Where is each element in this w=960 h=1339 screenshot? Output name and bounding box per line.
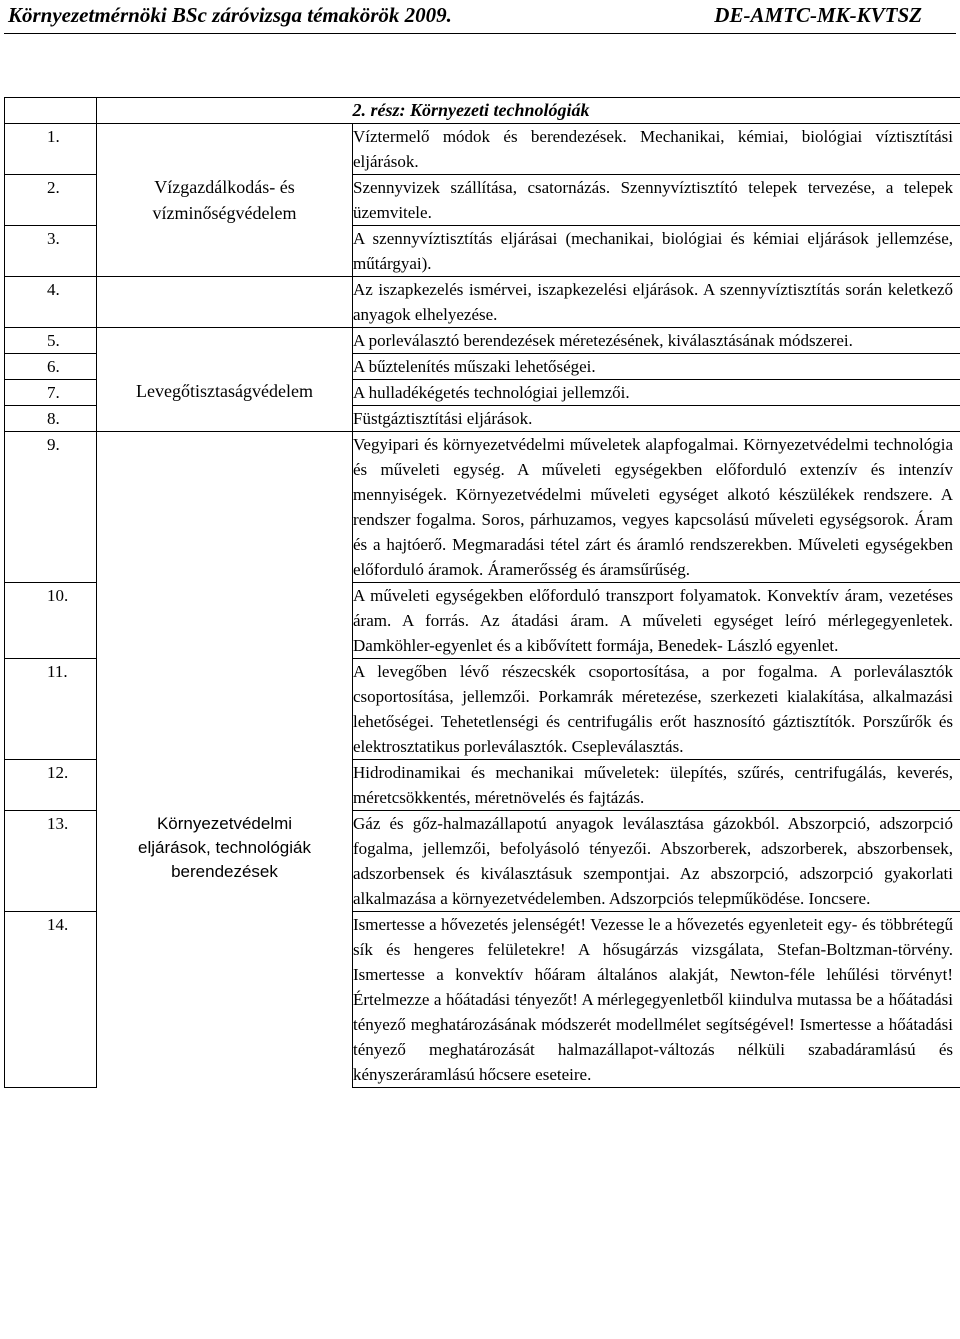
topic-text: Hidrodinamikai és mechanikai műveletek: ülepítés, szűrés, centrifugálás, keverés, méretcsökkentés, méretnövelés és fajtázás. bbox=[353, 760, 960, 811]
topic-number: 14. bbox=[5, 912, 97, 1088]
category-water-cont bbox=[97, 277, 353, 328]
page-header bbox=[0, 0, 960, 34]
category-water bbox=[97, 124, 353, 277]
topic-text: A porleválasztó berendezések méretezésének, kiválasztásának módszerei. bbox=[353, 328, 960, 354]
topic-number: 1. bbox=[5, 124, 97, 175]
category-air bbox=[97, 328, 353, 432]
topic-number: 2. bbox=[5, 175, 97, 226]
topic-number: 8. bbox=[5, 406, 97, 432]
category-env-line-1: Környezetvédelmi bbox=[156, 814, 293, 833]
topic-text: A szennyvíztisztítás eljárásai (mechanikai, biológiai és kémiai eljárások jellemzése, műtárgyai). bbox=[353, 226, 960, 277]
topic-number: 3. bbox=[5, 226, 97, 277]
topic-number: 5. bbox=[5, 328, 97, 354]
category-env bbox=[97, 432, 353, 1088]
topic-text: Víztermelő módok és berendezések. Mechanikai, kémiai, biológiai víztisztítási eljárások. bbox=[353, 124, 960, 175]
topic-text: A hulladékégetés technológiai jellemzői. bbox=[353, 380, 960, 406]
topic-text: A bűztelenítés műszaki lehetőségei. bbox=[353, 354, 960, 380]
table-row bbox=[5, 328, 960, 354]
topic-number: 9. bbox=[5, 432, 97, 583]
table-row-part-title bbox=[5, 98, 960, 124]
topic-text: A levegőben lévő részecskék csoportosítása, a por fogalma. A porleválasztók csoportosítása, jellemzői. Porkamrák méretezése, szerkezeti kialakítása, alkalmazási lehetőségei. Tehetetlenségi és centrifugális erőt hasznosító gáztisztítók. Porszűrők és elektrosztatikus porleválasztók. Csepleválasztás. bbox=[353, 659, 960, 760]
topics-table bbox=[4, 97, 960, 1088]
topic-number: 13. bbox=[5, 811, 97, 912]
topic-text: Szennyvizek szállítása, csatornázás. Szennyvíztisztító telepek tervezése, a telepek üzemvitele. bbox=[353, 175, 960, 226]
category-water-line-2: vízminőségvédelem bbox=[152, 203, 297, 223]
topic-number: 4. bbox=[5, 277, 97, 328]
topic-number: 11. bbox=[5, 659, 97, 760]
header-title: Környezetmérnöki BSc záróvizsga témakörök 2009. bbox=[8, 3, 452, 27]
topic-text: Az iszapkezelés ismérvei, iszapkezelési eljárások. A szennyvíztisztítás során keletkező anyagok elhelyezése. bbox=[353, 277, 960, 328]
topic-text: Gáz és gőz-halmazállapotú anyagok leválasztása gázokból. Abszorpció, adszorpció fogalma, jellemzői, befolyásoló tényezői. Abszorberek, adszorberek, abszorbensek, adszorbensek és kiválasztásuk szempontjai. Az abszorpció, adszorpció gyakorlati alkalmazása a környezetvédelemben. Adszorpciós telepműködése. Ioncsere. bbox=[353, 811, 960, 912]
topic-text: Vegyipari és környezetvédelmi műveletek alapfogalmai. Környezetvédelmi technológia és műveleti egység. A műveleti egységekben előforduló extenzív és intenzív mennyiségek. Környezetvédelmi műveleti egységet alkotó készülékek rendszere. A rendszer fogalma. Soros, párhuzamos, vegyes kapcsolású műveleti egységsorok. Áram és a hajtóerő. Megmaradási tétel zárt és áramló rendszerekben. Műveleti egységekben előforduló áramok. Áramerősség és áramsűrűség. bbox=[353, 432, 960, 583]
table-row bbox=[5, 124, 960, 175]
table-row bbox=[5, 432, 960, 583]
category-env-line-2: eljárások, technológiák bbox=[138, 838, 311, 857]
category-water-line-1: Vízgazdálkodás- és bbox=[154, 177, 295, 197]
topic-text: Ismertesse a hővezetés jelenségét! Vezesse le a hővezetés egyenleteit egy- és többrétegű sík és hengeres felületekre! A hősugárzás vizsgálata, Stefan-Boltzman-törvény. Ismertesse a konvektív hőáram általános alakját, Newton-féle lehűlési törvényt! Értelmezze a hőátadási tényezőt! A mérlegegyenletből kiindulva mutassa be a hőátadási tényező meghatározásának módszerét modellmélet segítségével! Ismertesse a hőátadási tényező meghatározását halmazállapot-változás nélküli szabadáramlású és kényszeráramlású hőcsere eseteire. bbox=[353, 912, 960, 1088]
table-row bbox=[5, 277, 960, 328]
part-title: 2. rész: Környezeti technológiák bbox=[352, 100, 590, 120]
category-env-line-3: berendezések bbox=[171, 862, 278, 881]
header-code: DE-AMTC-MK-KVTSZ bbox=[714, 3, 922, 27]
topic-text: Füstgáztisztítási eljárások. bbox=[353, 406, 960, 432]
header-rule bbox=[4, 33, 956, 34]
topic-text: A műveleti egységekben előforduló transzport folyamatok. Konvektív áram, vezetéses áram. A forrás. Az átadási áram. A műveleti egységet leíró mérlegegyenletek. Damköhler-egyenlet és a kibővített formája, Benedek- László egyenlet. bbox=[353, 583, 960, 659]
topic-number: 6. bbox=[5, 354, 97, 380]
topic-number: 12. bbox=[5, 760, 97, 811]
topic-number: 10. bbox=[5, 583, 97, 659]
category-air-label: Levegőtisztaságvédelem bbox=[136, 381, 313, 401]
topic-number: 7. bbox=[5, 380, 97, 406]
